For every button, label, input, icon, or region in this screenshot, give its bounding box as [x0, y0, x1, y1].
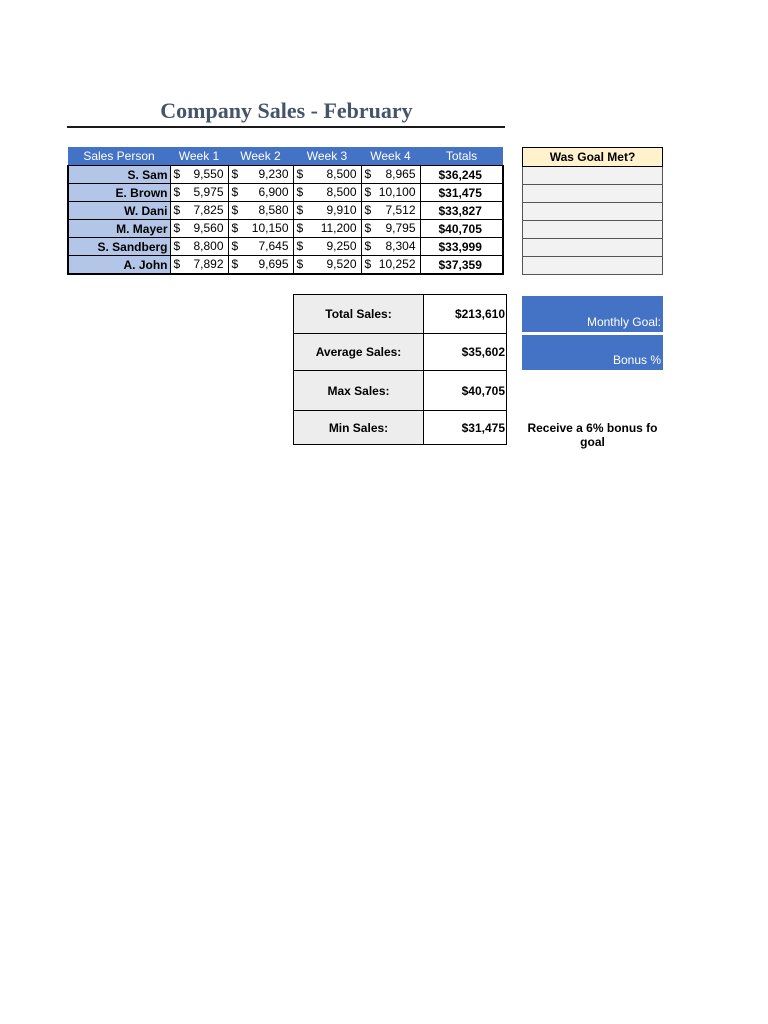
currency-symbol: $	[173, 257, 181, 271]
max-sales-value[interactable]: $40,705	[424, 371, 507, 411]
week-4-cell[interactable]	[361, 220, 420, 238]
sales-person-cell[interactable]: S. Sam	[68, 166, 170, 184]
amount: 7,825	[193, 203, 224, 217]
goal-met-cell[interactable]	[523, 257, 663, 275]
amount: 8,304	[385, 239, 416, 253]
week-2-cell[interactable]	[228, 256, 293, 275]
sales-person-cell[interactable]: M. Mayer	[68, 220, 170, 238]
amount: 7,512	[385, 203, 416, 217]
stat-row-min	[294, 411, 507, 445]
sales-table-header	[68, 147, 503, 166]
currency-symbol: $	[364, 239, 372, 253]
currency-symbol: $	[296, 239, 304, 253]
currency-symbol: $	[231, 257, 239, 271]
amount: 9,560	[193, 221, 224, 235]
week-3-cell[interactable]	[293, 238, 361, 256]
sales-table	[67, 147, 504, 275]
currency-symbol: $	[296, 167, 304, 181]
total-cell[interactable]: $33,827	[420, 202, 503, 220]
table-row	[68, 238, 503, 256]
currency-symbol: $	[231, 239, 239, 253]
bonus-note-line-1: Receive a 6% bonus fo	[527, 421, 658, 435]
week-2-cell[interactable]	[228, 166, 293, 184]
amount: 7,892	[193, 257, 224, 271]
amount: 9,695	[258, 257, 289, 271]
amount: 5,975	[193, 185, 224, 199]
total-sales-label[interactable]: Total Sales:	[294, 295, 424, 334]
week-1-cell[interactable]	[170, 184, 228, 202]
currency-symbol: $	[173, 239, 181, 253]
stat-row-total	[294, 295, 507, 334]
sales-person-cell[interactable]: W. Dani	[68, 202, 170, 220]
goal-met-cell[interactable]	[523, 203, 663, 221]
week-3-cell[interactable]	[293, 184, 361, 202]
table-row	[68, 166, 503, 184]
bonus-note-line-2: goal	[580, 435, 605, 449]
header-week-4[interactable]: Week 4	[361, 147, 420, 166]
week-3-cell[interactable]	[293, 256, 361, 275]
week-1-cell[interactable]	[170, 202, 228, 220]
monthly-goal-label[interactable]: Monthly Goal:	[522, 296, 663, 332]
average-sales-value[interactable]: $35,602	[424, 334, 507, 371]
amount: 9,520	[326, 257, 357, 271]
amount: 9,910	[326, 203, 357, 217]
min-sales-value[interactable]: $31,475	[424, 411, 507, 445]
week-1-cell[interactable]	[170, 220, 228, 238]
total-cell[interactable]: $31,475	[420, 184, 503, 202]
table-row	[68, 220, 503, 238]
currency-symbol: $	[231, 167, 239, 181]
total-cell[interactable]: $33,999	[420, 238, 503, 256]
goal-met-table	[522, 147, 663, 275]
total-sales-value[interactable]: $213,610	[424, 295, 507, 334]
currency-symbol: $	[364, 257, 372, 271]
week-2-cell[interactable]	[228, 202, 293, 220]
currency-symbol: $	[364, 203, 372, 217]
currency-symbol: $	[231, 203, 239, 217]
week-2-cell[interactable]	[228, 184, 293, 202]
amount: 10,252	[378, 257, 416, 271]
amount: 8,500	[326, 167, 357, 181]
amount: 8,965	[385, 167, 416, 181]
amount: 8,800	[193, 239, 224, 253]
max-sales-label[interactable]: Max Sales:	[294, 371, 424, 411]
table-row	[68, 202, 503, 220]
amount: 8,500	[326, 185, 357, 199]
goal-met-cell[interactable]	[523, 185, 663, 203]
week-2-cell[interactable]	[228, 238, 293, 256]
currency-symbol: $	[231, 185, 239, 199]
page-title: Company Sales - February	[160, 98, 413, 123]
stat-row-average	[294, 334, 507, 371]
week-4-cell[interactable]	[361, 256, 420, 275]
amount: 7,645	[258, 239, 289, 253]
currency-symbol: $	[296, 221, 304, 235]
currency-symbol: $	[296, 257, 304, 271]
header-week-3[interactable]: Week 3	[293, 147, 361, 166]
amount: 9,795	[385, 221, 416, 235]
currency-symbol: $	[173, 167, 181, 181]
sales-person-cell[interactable]: S. Sandberg	[68, 238, 170, 256]
currency-symbol: $	[296, 203, 304, 217]
goal-met-cell[interactable]	[523, 221, 663, 239]
week-3-cell[interactable]	[293, 202, 361, 220]
summary-stats-table	[293, 294, 507, 445]
total-cell[interactable]: $37,359	[420, 256, 503, 275]
amount: 11,200	[320, 221, 357, 235]
currency-symbol: $	[173, 203, 181, 217]
title-underline	[67, 126, 505, 128]
currency-symbol: $	[173, 185, 181, 199]
min-sales-label[interactable]: Min Sales:	[294, 411, 424, 445]
week-1-cell[interactable]	[170, 256, 228, 275]
sales-person-cell[interactable]: A. John	[68, 256, 170, 275]
amount: 8,580	[258, 203, 289, 217]
currency-symbol: $	[296, 185, 304, 199]
header-week-2[interactable]: Week 2	[228, 147, 293, 166]
currency-symbol: $	[364, 221, 372, 235]
week-1-cell[interactable]	[170, 166, 228, 184]
bonus-percent-label[interactable]: Bonus %	[522, 335, 663, 370]
currency-symbol: $	[173, 221, 181, 235]
total-cell[interactable]: $40,705	[420, 220, 503, 238]
currency-symbol: $	[231, 221, 239, 235]
amount: 9,250	[326, 239, 357, 253]
amount: 9,230	[258, 167, 289, 181]
table-row	[68, 256, 503, 275]
week-1-cell[interactable]	[170, 238, 228, 256]
week-4-cell[interactable]	[361, 166, 420, 184]
amount: 6,900	[258, 185, 289, 199]
week-4-cell[interactable]	[361, 202, 420, 220]
sales-person-cell[interactable]: E. Brown	[68, 184, 170, 202]
header-week-1[interactable]: Week 1	[170, 147, 228, 166]
header-was-goal-met[interactable]: Was Goal Met?	[523, 148, 663, 167]
week-3-cell[interactable]	[293, 166, 361, 184]
average-sales-label[interactable]: Average Sales:	[294, 334, 424, 371]
goal-met-cell[interactable]	[523, 167, 663, 185]
currency-symbol: $	[364, 167, 372, 181]
header-sales-person[interactable]: Sales Person	[68, 147, 170, 166]
bonus-note	[522, 421, 663, 449]
header-totals[interactable]: Totals	[420, 147, 503, 166]
amount: 10,150	[251, 221, 289, 235]
stat-row-max	[294, 371, 507, 411]
currency-symbol: $	[364, 185, 372, 199]
week-2-cell[interactable]	[228, 220, 293, 238]
week-4-cell[interactable]	[361, 184, 420, 202]
total-cell[interactable]: $36,245	[420, 166, 503, 184]
week-4-cell[interactable]	[361, 238, 420, 256]
amount: 10,100	[378, 185, 416, 199]
table-row	[68, 184, 503, 202]
amount: 9,550	[193, 167, 224, 181]
week-3-cell[interactable]	[293, 220, 361, 238]
goal-met-cell[interactable]	[523, 239, 663, 257]
